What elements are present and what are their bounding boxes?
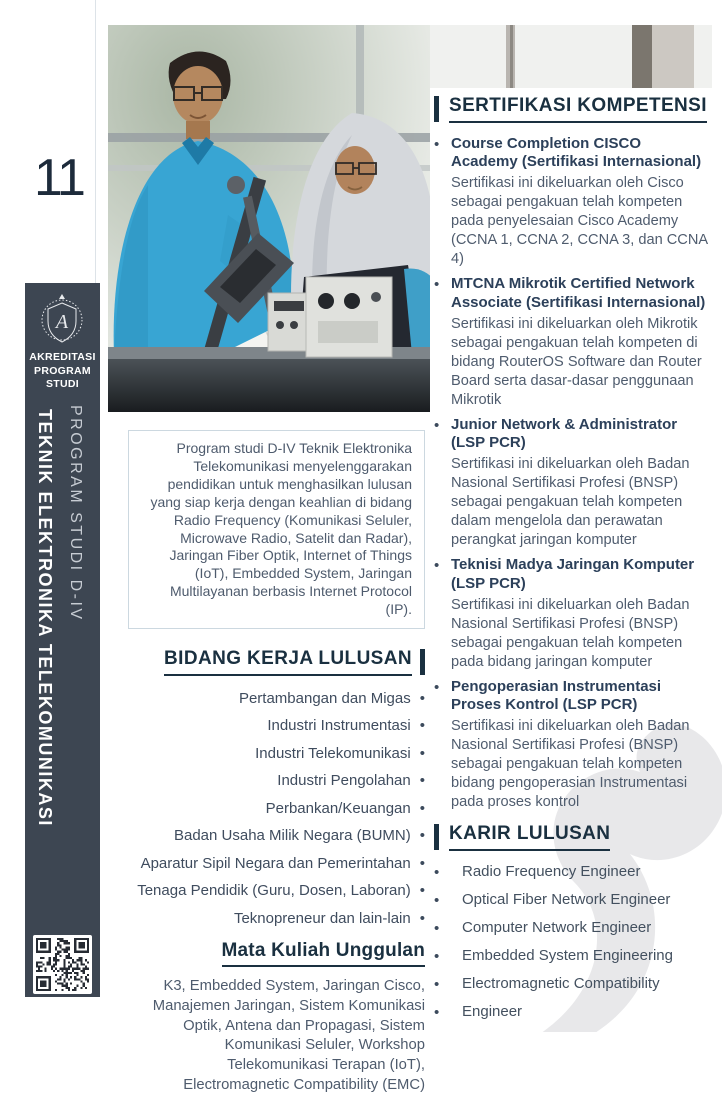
karir-title: KARIR LULUSAN (449, 824, 610, 851)
vertical-title-block (25, 403, 100, 935)
karir-heading (434, 824, 711, 851)
sidebar-divider-line (95, 0, 96, 283)
certification-item (434, 275, 711, 409)
career-label: Electromagnetic Compatibility (462, 975, 660, 992)
certification-title: Teknisi Madya Jaringan Komputer (LSP PCR) (451, 556, 695, 592)
career-label: Engineer (462, 1003, 523, 1020)
job-field-label: Aparatur Sipil Negara dan Pemerintahan (140, 854, 411, 872)
job-field-item (128, 909, 425, 929)
bullet-icon: • (419, 854, 425, 872)
sertifikasi-heading (434, 96, 711, 123)
certification-title: Pengoperasian Instrumentasi Proses Kontrol (LSP PCR) (451, 677, 662, 713)
job-field-label: Badan Usaha Milik Negara (BUMN) (173, 827, 411, 845)
certification-description: Sertifikasi ini dikeluarkan oleh Mikrotik sebagai pengakuan telah kompeten di bidang RouterOS Software dan Router Board serta dasar-dasar penggunaan Mikrotik (451, 315, 702, 408)
qr-code-svg (36, 938, 89, 991)
bullet-icon: • (434, 1004, 440, 1021)
sertifikasi-title: SERTIFIKASI KOMPETENSI (449, 96, 707, 123)
career-label: Radio Frequency Engineer (462, 863, 641, 880)
svg-text:A: A (55, 311, 69, 333)
job-field-label: Industri Telekomunikasi (255, 744, 411, 762)
accreditation-crest-logo (37, 291, 87, 352)
certification-item (434, 678, 711, 812)
bullet-icon: • (434, 678, 440, 696)
bullet-icon: • (434, 920, 440, 937)
career-item (434, 863, 711, 883)
bullet-icon: • (434, 976, 440, 993)
right-column (434, 96, 711, 1031)
certification-item (434, 416, 711, 550)
job-field-item (128, 854, 425, 874)
bullet-icon: • (419, 799, 425, 817)
heading-accent-bar (420, 649, 425, 675)
bullet-icon: • (434, 135, 440, 153)
bullet-icon: • (434, 892, 440, 909)
certification-description: Sertifikasi ini dikeluarkan oleh Cisco sebagai pengakuan telah kompeten pada penyelesaian Cisco Academy (CCNA 1, CCNA 2, CCNA 3, dan CCNA 4) (451, 175, 708, 268)
certification-title: Junior Network & Administrator (LSP PCR) (451, 415, 678, 452)
career-label: Embedded System Engineering (462, 947, 673, 964)
heading-accent-bar (434, 824, 439, 850)
job-field-label: Industri Instrumentasi (267, 717, 411, 735)
bullet-icon: • (419, 909, 425, 927)
sidebar (25, 283, 100, 997)
left-column (128, 430, 425, 1095)
career-item (434, 947, 711, 967)
bidang-kerja-heading (128, 649, 425, 676)
accreditation-line-2: PROGRAM (34, 364, 91, 377)
program-name-vertical-label: TEKNIK ELEKTRONIKA TELEKOMUNIKASI (35, 409, 55, 827)
job-field-item (128, 826, 425, 846)
bullet-icon: • (434, 948, 440, 965)
bullet-icon: • (419, 717, 425, 735)
job-field-label: Perbankan/Keuangan (265, 799, 411, 817)
mata-kuliah-body: K3, Embedded System, Jaringan Cisco, Manajemen Jaringan, Sistem Komunikasi Optik, Antena dan Propagasi, Sistem Komunikasi Seluler, Workshop Telekomunikasi Terapan (IoT), Electromagnetic Compatibility (EMC) (152, 978, 425, 1093)
job-field-item (128, 799, 425, 819)
job-field-label: Pertambangan dan Migas (238, 689, 411, 707)
career-item (434, 919, 711, 939)
bidang-kerja-title: BIDANG KERJA LULUSAN (164, 649, 412, 676)
job-field-label: Tenaga Pendidik (Guru, Dosen, Laboran) (137, 882, 411, 900)
job-field-label: Teknopreneur dan lain-lain (233, 909, 411, 927)
career-label: Optical Fiber Network Engineer (462, 891, 671, 908)
program-level-vertical-label: PROGRAM STUDI D-IV (67, 405, 84, 622)
bullet-icon: • (434, 416, 440, 434)
certification-item (434, 556, 711, 671)
bullet-icon: • (434, 276, 440, 294)
page-number: 11 (34, 149, 84, 207)
heading-accent-bar (434, 96, 439, 122)
job-field-item (128, 716, 425, 736)
bullet-icon: • (434, 864, 440, 881)
certification-title: Course Completion CISCO Academy (Sertifikasi Internasional) (451, 134, 702, 171)
certification-title: MTCNA Mikrotik Certified Network Associate (Sertifikasi Internasional) (451, 275, 706, 311)
accreditation-line-1: AKREDITASI (29, 351, 96, 363)
bullet-icon: • (419, 772, 425, 790)
job-field-item (128, 771, 425, 791)
mata-kuliah-heading (128, 940, 425, 967)
career-item (434, 975, 711, 995)
bullet-icon: • (419, 882, 425, 900)
bullet-icon: • (434, 557, 440, 575)
career-label: Computer Network Engineer (462, 919, 652, 936)
career-item (434, 891, 711, 911)
mata-kuliah-title: Mata Kuliah Unggulan (222, 940, 426, 967)
job-field-label: Industri Pengolahan (277, 772, 411, 790)
certification-item (434, 135, 711, 269)
certification-description: Sertifikasi ini dikeluarkan oleh Badan Nasional Sertifikasi Profesi (BNSP) sebagai pengakuan telah kompeten bidang pengoperasian Instrumentasi pada proses kontrol (451, 718, 690, 811)
bullet-icon: • (419, 689, 425, 707)
accreditation-label (25, 351, 100, 392)
certification-description: Sertifikasi ini dikeluarkan oleh Badan Nasional Sertifikasi Profesi (BNSP) sebagai pengakuan telah kompeten dalam mengelola dan perawatan perangkat jaringan komputer (451, 456, 690, 549)
job-field-item (128, 689, 425, 709)
career-item (434, 1003, 711, 1023)
qr-code (33, 935, 92, 994)
program-intro-paragraph: Program studi D-IV Teknik Elektronika Telekomunikasi menyelenggarakan pendidikan untuk menghasilkan lulusan yang siap kerja dengan keahlian di bidang Radio Frequency (Komunikasi Seluler, Microwave Radio, Satelit dan Radar), Jaringan Fiber Optik, Internet of Things (IoT), Embedded System, Jaringan Multilayanan berbasis Internet Protocol (IP). (128, 430, 425, 629)
job-field-item (128, 744, 425, 764)
bullet-icon: • (419, 744, 425, 762)
certification-description: Sertifikasi ini dikeluarkan oleh Badan Nasional Sertifikasi Profesi (BNSP) sebagai pengakuan telah kompeten pada bidang jaringan komputer (451, 596, 690, 670)
bullet-icon: • (419, 827, 425, 845)
accreditation-line-3: STUDI (46, 378, 79, 391)
job-field-item (128, 881, 425, 901)
